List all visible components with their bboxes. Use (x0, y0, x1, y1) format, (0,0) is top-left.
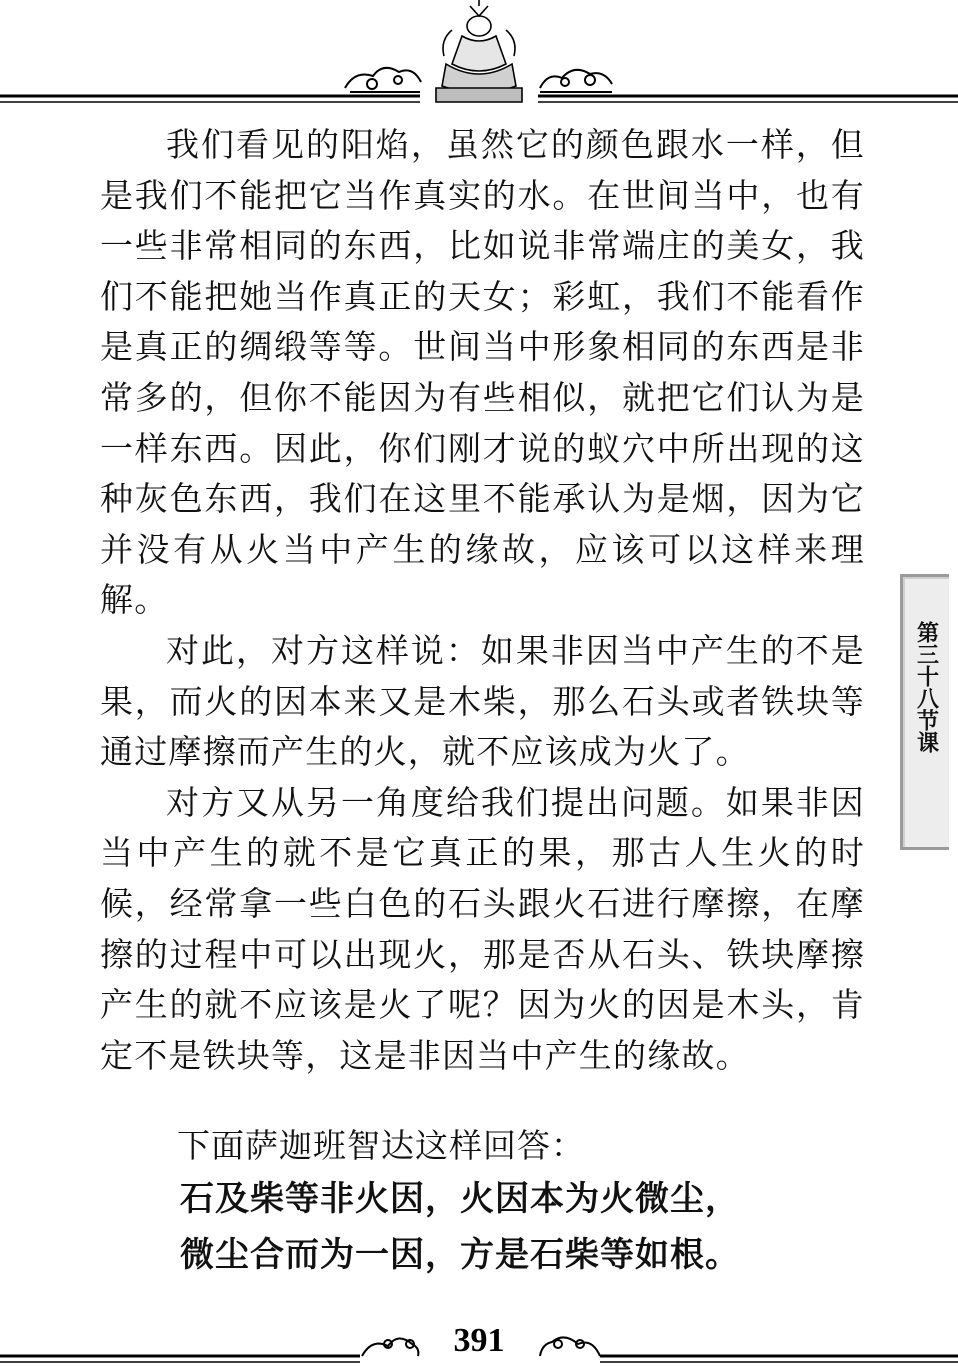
header-ornament (0, 0, 958, 110)
paragraph: 对此，对方这样说：如果非因当中产生的不是果，而火的因本来又是木柴，那么石头或者铁块等通过摩擦而产生的火，就不应该成为火了。 (100, 630, 865, 772)
guru-rinpoche-figure-icon (436, 0, 522, 102)
verse-line: 石及柴等非火因，火因本为火微尘， (180, 1179, 740, 1220)
chapter-side-tab (900, 574, 949, 850)
header-rules (0, 0, 958, 110)
cloud-scroll-icon (345, 68, 421, 92)
section-gap (100, 1081, 865, 1121)
paragraph: 对方又从另一角度给我们提出问题。如果非因当中产生的就不是它真正的果，那古人生火的时候，经常拿一些白色的石头跟火石进行摩擦，在摩擦的过程中可以出现火，那是否从石头、铁块摩擦产生的就不应该是火了呢？因为火的因是木头，肯定不是铁块等，这是非因当中产生的缘故。 (100, 782, 865, 1075)
verse-line: 微尘合而为一因，方是石柴等如根。 (180, 1235, 740, 1276)
chapter-label: 第三十八节课 (913, 621, 939, 753)
paragraph: 我们看见的阳焰，虽然它的颜色跟水一样，但是我们不能把它当作真实的水。在世间当中，也有一些非常相同的东西，比如说非常端庄的美女，我们不能把她当作真正的天女；彩虹，我们不能看作是真正的绸缎等等。世间当中形象相同的东西是非常多的，但你不能因为有些相似，就把它们认为是一样东西。因此，你们刚才说的蚁穴中所出现的这种灰色东西，我们在这里不能承认为是烟，因为它并没有从火当中产生的缘故，应该可以这样来理解。 (100, 125, 865, 620)
verse-intro: 下面萨迦班智达这样回答： (177, 1126, 585, 1166)
cloud-scroll-icon (540, 70, 612, 92)
body-text (100, 120, 865, 1283)
page-number: 391 (453, 1322, 505, 1359)
